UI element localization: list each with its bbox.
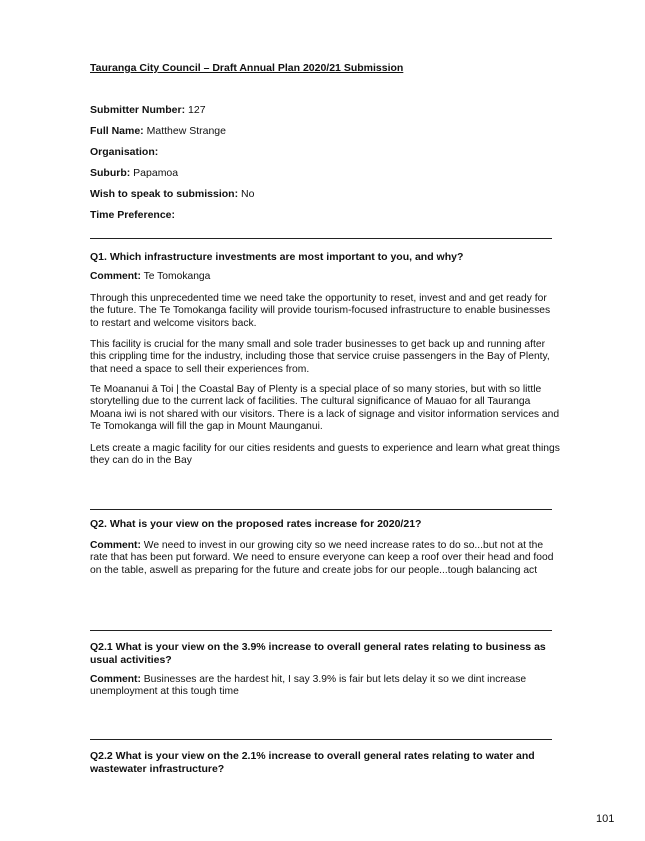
divider [90, 509, 552, 510]
submitter-number-value: 127 [185, 104, 206, 116]
q2-1-comment-label: Comment: [90, 674, 141, 685]
q2-question: Q2. What is your view on the proposed rates increase for 2020/21? [90, 518, 422, 530]
organisation-label: Organisation: [90, 146, 159, 158]
q1-comment [90, 271, 560, 283]
q1-paragraph-3: Te Moananui ā Toi | the Coastal Bay of Plenty is a special place of so many stories, but with so little storytelling due to the current lack of facilities. The cultural significance of Mauao for all Tauranga Moana iwi is not shared with our visitors. There is a lack of signage and visitor information services and Te Tomokanga will fill the gap in Mount Maunganui. [90, 384, 560, 433]
suburb [90, 167, 178, 179]
q2-comment-value: We need to invest in our growing city so we need increase rates to do so...but not at the rate that has been put forward. We need to ensure everyone can keep a roof over their head and food on the table, aswell as preparing for the future and create jobs for our people...tough balancing act [90, 540, 554, 576]
suburb-label: Suburb: [90, 167, 131, 179]
q1-question: Q1. Which infrastructure investments are most important to you, and why? [90, 251, 464, 263]
q1-paragraph-2: This facility is crucial for the many small and sole trader businesses to get back up and running after this crippling time for the industry, including those that service cruise passengers in the Bay of Plenty, that need a space to sell their experiences from. [90, 339, 550, 375]
wish-to-speak-label: Wish to speak to submission: [90, 188, 239, 200]
suburb-value: Papamoa [130, 167, 179, 179]
q2-1-comment [90, 674, 560, 699]
q1-paragraph-4: Lets create a magic facility for our cities residents and guests to experience and learn what great things they can do in the Bay [90, 443, 560, 467]
full-name-label: Full Name: [90, 125, 144, 137]
full-name [90, 125, 226, 137]
page-number: 101 [596, 813, 615, 825]
q2-1-question: Q2.1 What is your view on the 3.9% increase to overall general rates relating to business as usual activities? [90, 641, 546, 666]
time-preference [90, 209, 175, 221]
q1-comment-label: Comment: [90, 271, 141, 282]
time-preference-label: Time Preference: [90, 209, 176, 221]
q2-comment-label: Comment: [90, 540, 141, 551]
q2-1-comment-value: Businesses are the hardest hit, I say 3.9% is fair but lets delay it so we dint increase unemployment at this tough time [90, 674, 527, 698]
q2-comment [90, 540, 560, 577]
wish-to-speak [90, 188, 254, 200]
wish-to-speak-value: No [238, 188, 255, 200]
submitter-number-label: Submitter Number: [90, 104, 186, 116]
divider [90, 238, 552, 239]
full-name-value: Matthew Strange [143, 125, 226, 137]
document-title: Tauranga City Council – Draft Annual Plan 2020/21 Submission [90, 62, 404, 74]
organisation [90, 146, 158, 158]
q1-comment-value: Te Tomokanga [140, 271, 211, 282]
divider [90, 739, 552, 740]
q2-2-question: Q2.2 What is your view on the 2.1% increase to overall general rates relating to water and wastewater infrastructure? [90, 750, 535, 775]
q1-paragraph-1: Through this unprecedented time we need take the opportunity to reset, invest and and get ready for the future. The Te Tomokanga facility will provide tourism-focused infrastructure to enable businesses to restart and welcome visitors back. [90, 293, 551, 329]
submitter-number [90, 104, 206, 116]
divider [90, 630, 552, 631]
